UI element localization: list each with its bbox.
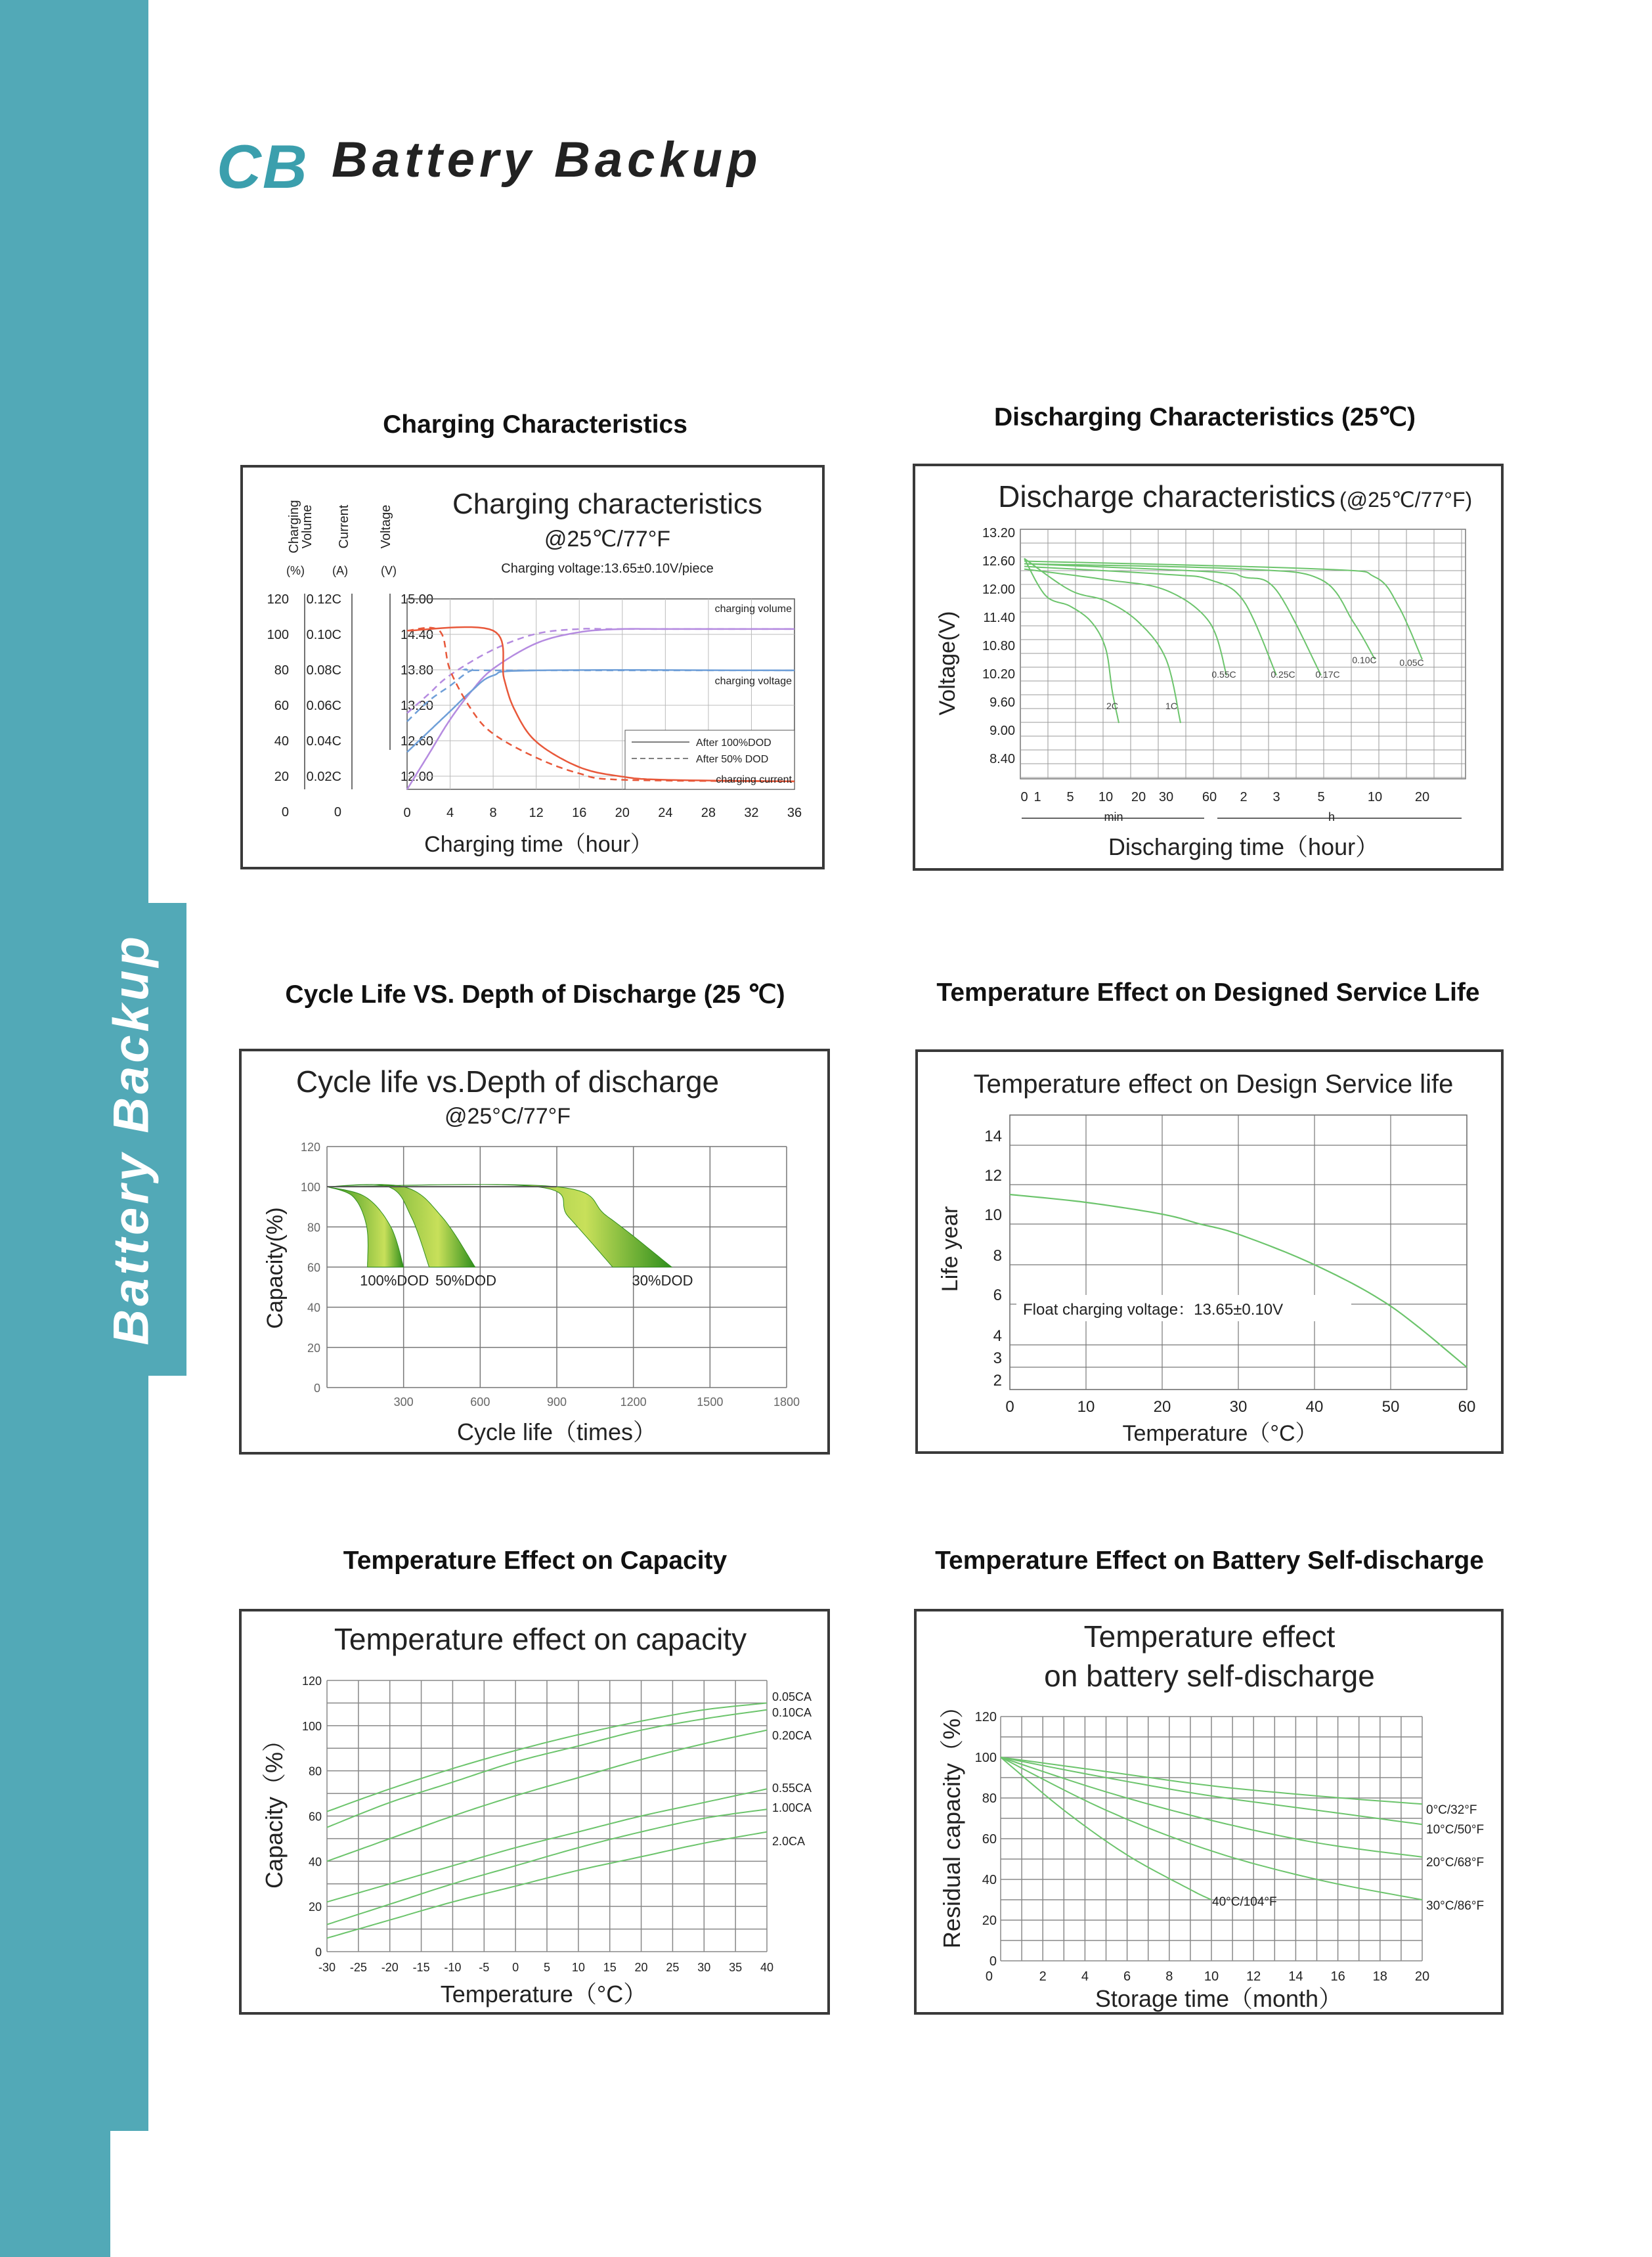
tick-label-y: 15.00 — [401, 592, 434, 607]
chart-title-suffix: (@25℃/77°F) — [1339, 488, 1473, 512]
tick-label-x: -5 — [479, 1961, 490, 1974]
section-title-discharging: Discharging Characteristics (25℃) — [993, 403, 1416, 431]
tick-label-y: 120 — [301, 1675, 322, 1688]
tick-label-x: 2 — [1039, 1969, 1047, 1984]
tick-label-x: 25 — [666, 1961, 680, 1974]
tick-label-x: 60 — [1458, 1398, 1476, 1416]
tick-label-x: 6 — [1123, 1969, 1131, 1984]
series-label: 0.10C — [1352, 655, 1377, 665]
curve-label: charging volume — [714, 603, 792, 615]
x-axis-label: Temperature（°C） — [1122, 1421, 1318, 1446]
axis-unit: (V) — [381, 564, 397, 577]
tick-label-x: 40 — [1305, 1398, 1324, 1416]
tick-label-y: 40 — [982, 1873, 997, 1887]
tick-label-x: 10 — [1077, 1398, 1095, 1416]
tick-label-x: 1200 — [620, 1395, 647, 1409]
series-label: 0.05C — [1399, 657, 1424, 668]
tick-label-x: 10 — [571, 1961, 585, 1974]
chart-title: Temperature effect — [1083, 1619, 1336, 1654]
series-label: 0.20CA — [772, 1729, 812, 1742]
chart-discharging — [913, 464, 1504, 871]
tick-label-y: 10 — [984, 1206, 1002, 1224]
tick-label-x: -10 — [444, 1961, 462, 1974]
tick-label-y: 14 — [984, 1128, 1002, 1145]
x-axis-label: Temperature（°C） — [440, 1981, 647, 2007]
section-title-cycle-life: Cycle Life VS. Depth of Discharge (25 ℃) — [285, 980, 785, 1009]
tick-label-y: 3 — [993, 1349, 1002, 1367]
tick-label-x: 24 — [658, 806, 673, 820]
sidebar-vertical-text: Battery Backup — [103, 933, 160, 1346]
tick-label-x: 32 — [744, 806, 759, 820]
tick-label-y: 12.00 — [401, 770, 434, 784]
y-axis-label: Residual capacity（%） — [938, 1694, 965, 1949]
tick-label-x: 28 — [701, 806, 716, 820]
sidebar-notch — [110, 2131, 150, 2257]
tick-label-x: 5 — [543, 1961, 551, 1974]
chart-subtitle: @25℃/77°F — [544, 527, 671, 552]
tick-label-x: 35 — [729, 1961, 743, 1974]
tick-label-x: -30 — [318, 1961, 336, 1974]
tick-label-x: 3 — [1272, 790, 1280, 804]
tick-label-y: 0 — [313, 1382, 320, 1395]
tick-label-x: 16 — [1330, 1969, 1345, 1984]
tick-label-x: -20 — [381, 1961, 399, 1974]
y-axis-label: Capacity（%） — [261, 1728, 288, 1889]
series-line — [1024, 567, 1276, 676]
y-axis-label: Voltage(V) — [935, 611, 960, 716]
legend-label: After 100%DOD — [696, 737, 772, 749]
axis-unit: (%) — [286, 564, 305, 577]
series-label: 30%DOD — [632, 1272, 693, 1289]
unit-label-min: min — [1104, 810, 1123, 823]
tick-label-x: 30 — [1158, 790, 1174, 804]
chart-title: Temperature effect on Design Service life — [973, 1070, 1454, 1099]
tick-label-x: 20 — [1414, 1969, 1430, 1984]
tick-label-y: 13.20 — [401, 699, 434, 713]
tick-label-x: 1500 — [697, 1395, 724, 1409]
tick-label-y: 0 — [281, 805, 289, 820]
brand-title: Battery Backup — [332, 132, 762, 188]
tick-label-y: 80 — [982, 1791, 997, 1806]
tick-label-x: 40 — [760, 1961, 774, 1974]
tick-label-x: 30 — [1229, 1398, 1248, 1416]
tick-label-y: 20 — [308, 1900, 322, 1914]
series-line — [1024, 558, 1119, 723]
section-title-self-discharge: Temperature Effect on Battery Self-discharge — [935, 1546, 1484, 1575]
tick-label-y: 40 — [308, 1855, 322, 1869]
tick-label-y: 0 — [334, 805, 341, 820]
tick-label-x: 60 — [1202, 790, 1217, 804]
tick-label-x: 50 — [1381, 1398, 1400, 1416]
series-label: 0°C/32°F — [1426, 1803, 1477, 1817]
chart-subtitle: on battery self-discharge — [1044, 1659, 1375, 1693]
tick-label-x: 36 — [787, 806, 802, 820]
tick-label-y: 0.12C — [306, 592, 341, 607]
tick-label-y: 10.80 — [982, 639, 1015, 653]
tick-label-y: 9.60 — [989, 695, 1015, 710]
tick-label-y: 80 — [308, 1764, 322, 1778]
y-axis-label: Life year — [938, 1206, 963, 1292]
series-label: 0.10CA — [772, 1706, 812, 1719]
tick-label-x: 5 — [1066, 790, 1074, 804]
section-title-temp-capacity: Temperature Effect on Capacity — [343, 1546, 728, 1575]
tick-label-y: 8.40 — [989, 752, 1015, 766]
chart-title: Cycle life vs.Depth of discharge — [295, 1064, 720, 1099]
tick-label-x: 300 — [393, 1395, 414, 1409]
tick-label-x: 14 — [1288, 1969, 1303, 1984]
axis-label-volume: Volume — [300, 504, 315, 549]
tick-label-x: -15 — [412, 1961, 430, 1974]
tick-label-y: 0.02C — [306, 770, 341, 784]
tick-label-y: 40 — [274, 734, 289, 749]
tick-label-y: 12.00 — [982, 582, 1015, 597]
tick-label-y: 0.04C — [306, 734, 341, 749]
tick-label-y: 12.60 — [982, 554, 1015, 569]
tick-label-y: 20 — [982, 1914, 997, 1928]
tick-label-x-zero: 0 — [985, 1969, 993, 1984]
tick-label-x: 30 — [697, 1961, 711, 1974]
tick-label-y: 13.80 — [401, 663, 434, 678]
tick-label-y: 20 — [307, 1341, 320, 1355]
tick-label-y: 60 — [307, 1261, 320, 1275]
tick-label-x: 0 — [1020, 790, 1028, 804]
tick-label-x: 1 — [1033, 790, 1041, 804]
tick-label-x: 20 — [1131, 790, 1146, 804]
x-axis-label: Charging time（hour） — [424, 832, 653, 857]
series-label: 50%DOD — [435, 1272, 497, 1289]
curve-label: charging current — [716, 774, 792, 785]
series-label: 0.17C — [1315, 669, 1340, 680]
axis-label-current: Current — [337, 504, 351, 549]
brand-logo: CB — [217, 132, 309, 201]
tick-label-x: 0 — [403, 806, 411, 820]
tick-label-y: 8 — [993, 1247, 1002, 1265]
section-title-service-life: Temperature Effect on Designed Service Life — [936, 978, 1480, 1007]
tick-label-x: 0 — [512, 1961, 519, 1974]
tick-label-y: 100 — [974, 1751, 997, 1765]
series-label: 20°C/68°F — [1426, 1856, 1485, 1870]
series-label: 0.55C — [1211, 669, 1236, 680]
x-axis-label: Storage time（month） — [1095, 1985, 1343, 2012]
tick-label-y: 100 — [301, 1719, 322, 1733]
chart-temp-capacity — [239, 1609, 830, 2015]
dod-band — [327, 1185, 475, 1267]
series-label: 40°C/104°F — [1212, 1895, 1277, 1909]
tick-label-y: 14.40 — [401, 628, 434, 642]
tick-label-x: 20 — [1153, 1398, 1171, 1416]
tick-label-y: 0.08C — [306, 663, 341, 678]
tick-label-y: 2 — [993, 1372, 1002, 1390]
series-label: 0.05CA — [772, 1690, 812, 1703]
axis-label-charging: Charging — [287, 500, 301, 554]
chart-title: Discharge characteristics — [998, 479, 1336, 514]
tick-label-x: 2 — [1240, 790, 1248, 804]
tick-label-y: 20 — [274, 770, 289, 784]
tick-label-y: 0.10C — [306, 628, 341, 642]
series-label: 0.55CA — [772, 1782, 812, 1795]
tick-label-y: 60 — [308, 1810, 322, 1824]
tick-label-y: 12.60 — [401, 734, 434, 749]
chart-self-discharge — [914, 1609, 1504, 2015]
tick-label-x: 10 — [1367, 790, 1383, 804]
tick-label-y: 13.20 — [982, 526, 1015, 540]
tick-label-y: 100 — [267, 628, 289, 642]
tick-label-x: 600 — [470, 1395, 490, 1409]
tick-label-x: 18 — [1372, 1969, 1387, 1984]
unit-label-h: h — [1328, 810, 1336, 823]
tick-label-y: 0 — [989, 1954, 997, 1969]
tick-label-y: 80 — [274, 663, 289, 678]
tick-label-y: 120 — [300, 1141, 320, 1154]
legend-label: After 50% DOD — [696, 754, 769, 765]
tick-label-x: 20 — [634, 1961, 648, 1974]
tick-label-x: 8 — [1165, 1969, 1173, 1984]
tick-label-x: 10 — [1098, 790, 1114, 804]
x-axis-label: Cycle life（times） — [456, 1418, 657, 1445]
tick-label-x: 15 — [603, 1961, 617, 1974]
tick-label-x: 4 — [1081, 1969, 1089, 1984]
tick-label-x: 16 — [572, 806, 587, 820]
chart-note: Charging voltage:13.65±0.10V/piece — [501, 561, 714, 576]
tick-label-x: 900 — [546, 1395, 567, 1409]
tick-label-y: 120 — [974, 1710, 997, 1724]
section-title-charging: Charging Characteristics — [383, 410, 687, 439]
tick-label-y: 0 — [315, 1946, 322, 1959]
tick-label-y: 100 — [300, 1181, 320, 1194]
series-label: 1.00CA — [772, 1801, 812, 1814]
series-line — [1024, 564, 1321, 676]
curve-label: charging voltage — [714, 676, 792, 687]
tick-label-y: 80 — [307, 1221, 320, 1235]
chart-charging — [240, 465, 825, 869]
y-axis-label: Capacity(%) — [263, 1207, 288, 1329]
series-label: 1C — [1165, 701, 1177, 711]
chart-note: Float charging voltage：13.65±0.10V — [1023, 1301, 1284, 1319]
tick-label-y: 120 — [267, 592, 289, 607]
axis-unit: (A) — [332, 564, 348, 577]
tick-label-x: -25 — [349, 1961, 367, 1974]
tick-label-x: 5 — [1317, 790, 1325, 804]
tick-label-y: 11.40 — [983, 611, 1015, 625]
chart-subtitle: @25°C/77°F — [444, 1104, 571, 1129]
series-label: 2C — [1106, 701, 1118, 711]
tick-label-x: 8 — [489, 806, 497, 820]
chart-service-life — [915, 1049, 1504, 1454]
tick-label-x: 12 — [1246, 1969, 1261, 1984]
series-label: 10°C/50°F — [1426, 1823, 1485, 1837]
tick-label-y: 60 — [274, 699, 289, 713]
series-label: 2.0CA — [772, 1835, 806, 1848]
tick-label-x: 20 — [1414, 790, 1430, 804]
tick-label-y: 40 — [307, 1301, 320, 1315]
tick-label-y: 12 — [984, 1167, 1002, 1185]
tick-label-y: 0.06C — [306, 699, 341, 713]
chart-cycle-life — [239, 1049, 830, 1455]
chart-title: Charging characteristics — [452, 488, 762, 520]
tick-label-y: 10.20 — [982, 667, 1015, 682]
series-line — [1024, 561, 1422, 660]
x-axis-label: Discharging time（hour） — [1108, 833, 1380, 860]
tick-label-x: 4 — [446, 806, 454, 820]
series-label: 0.25C — [1271, 669, 1295, 680]
series-label: 100%DOD — [360, 1272, 429, 1289]
tick-label-x: 10 — [1204, 1969, 1219, 1984]
tick-label-y: 4 — [993, 1327, 1002, 1345]
series-line — [1024, 569, 1227, 676]
axis-label-voltage: Voltage — [379, 504, 393, 549]
tick-label-x: 20 — [615, 806, 630, 820]
tick-label-x: 1800 — [773, 1395, 800, 1409]
tick-label-y: 60 — [982, 1832, 997, 1847]
tick-label-x: 0 — [1005, 1398, 1014, 1416]
series-label: 30°C/86°F — [1426, 1899, 1485, 1913]
tick-label-y: 6 — [993, 1286, 1002, 1304]
chart-title: Temperature effect on capacity — [334, 1622, 747, 1656]
tick-label-x: 12 — [529, 806, 544, 820]
tick-label-y: 9.00 — [989, 724, 1015, 738]
